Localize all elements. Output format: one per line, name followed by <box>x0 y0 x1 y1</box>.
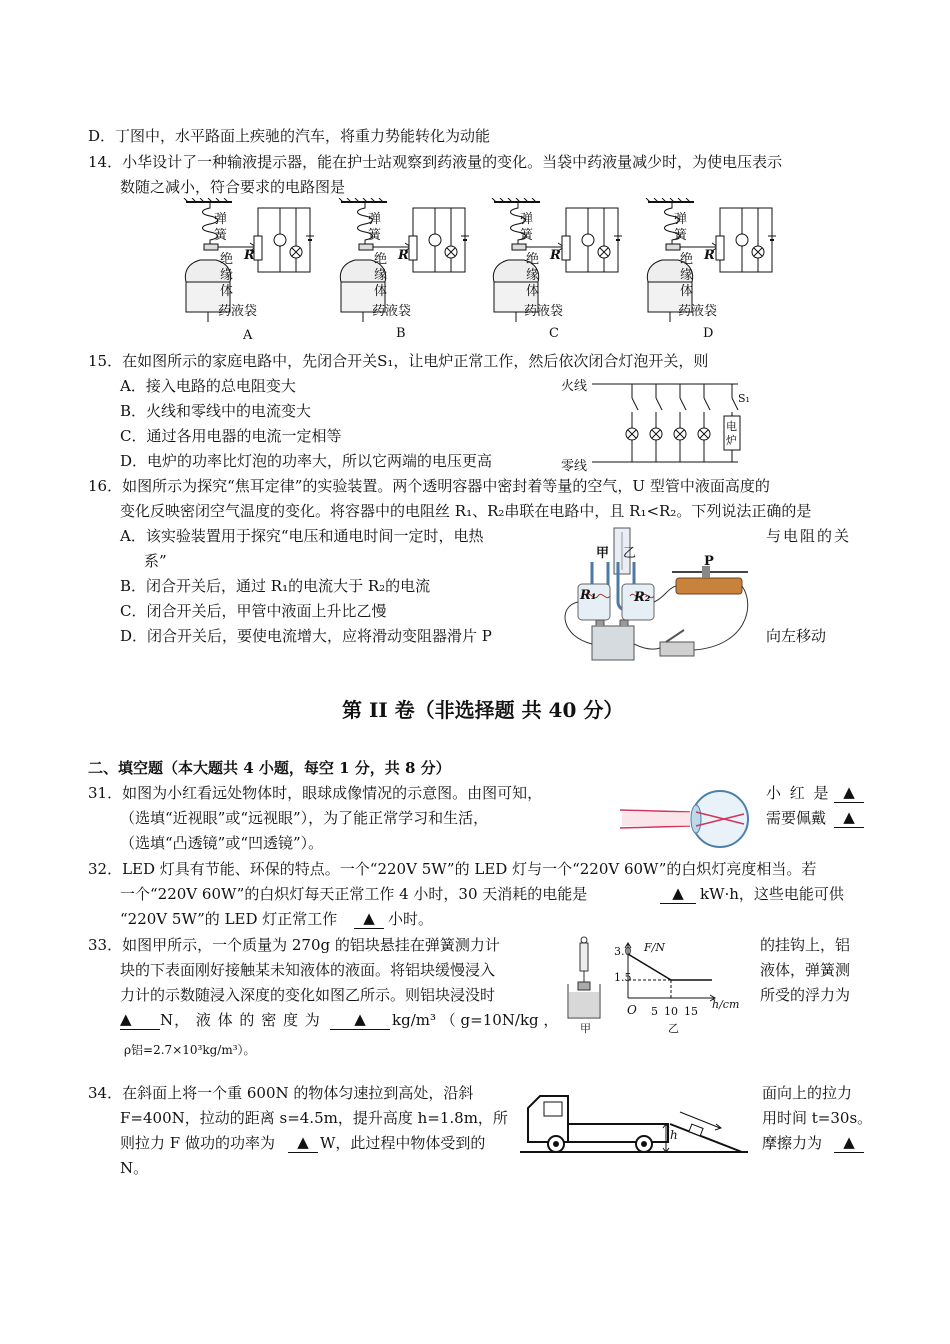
q14-option-a: A <box>243 328 253 343</box>
q34-blank-2[interactable]: ▲ <box>834 1133 864 1153</box>
q34-line3: 则拉力 F 做功的功率为 <box>120 1134 275 1152</box>
q32-line3-tail: 小时。 <box>388 910 434 928</box>
q33-graph-y-axis-label: F/N <box>644 941 665 954</box>
q15-stem: 15．在如图所示的家庭电路中，先闭合开关S₁，让电炉正常工作，然后依次闭合灯泡开关，则 <box>88 352 709 370</box>
q14-label-spring2-c: 簧 <box>520 228 534 243</box>
q31-line2: （选填“近视眼”或“远视眼”），为了能正常学习和生活， <box>120 809 489 827</box>
q15-label-stove2: 炉 <box>726 434 737 447</box>
q14-label-spring2-b: 簧 <box>368 228 382 243</box>
q16-label-r2: R₂ <box>634 590 651 605</box>
q32-line3: “220V 5W”的 LED 灯正常工作 <box>120 910 338 928</box>
q16-option-d-right: 向左移动 <box>766 627 827 645</box>
q31-line1-right: 小 红 是 <box>766 784 831 802</box>
q34-line1: 34．在斜面上将一个重 600N 的物体匀速拉到高处，沿斜 <box>88 1084 474 1102</box>
q14-stem-line2: 数随之减小，符合要求的电路图是 <box>120 178 346 196</box>
q14-option-d: D <box>703 326 714 341</box>
q33-line4: N， 液 体 的 密 度 为 <box>160 1011 321 1029</box>
q34-line3-mid: W，此过程中物体受到的 <box>320 1134 486 1152</box>
q33-graph-x-tick-10: 10 <box>664 1005 678 1018</box>
q32-blank-1[interactable]: ▲ <box>660 884 696 904</box>
q33-graph-x-axis-label: h/cm <box>712 998 740 1011</box>
q33-label-jia: 甲 <box>580 1022 591 1035</box>
q14-option-b: B <box>396 326 406 341</box>
q34-label-h: h <box>670 1128 678 1142</box>
q14-label-spring1-b: 弹 <box>368 212 382 227</box>
q16-option-a-line1: A．该实验装置用于探究“电压和通电时间一定时，电热 <box>120 527 484 545</box>
q33-graph-origin: O <box>627 1003 637 1017</box>
q33-line1: 33．如图甲所示，一个质量为 270g 的铝块悬挂在弹簧测力计 <box>88 936 500 954</box>
q15-label-s1: S₁ <box>738 392 750 405</box>
q14-label-ins1-c: 绝 <box>526 252 540 267</box>
q33-line4-tail: kg/m³ （ g=10N/kg ， <box>392 1011 559 1029</box>
q31-line3: （选填“凸透镜”或“凹透镜”）。 <box>120 834 324 852</box>
q33-line1-right: 的挂钩上，铝 <box>760 936 851 954</box>
q34-line3-right: 摩擦力为 <box>762 1134 823 1152</box>
q34-line2: F=400N，拉动的距离 s=4.5m，提升高度 h=1.8m，所 <box>120 1109 508 1127</box>
q13-option-d: D．丁图中，水平路面上疾驰的汽车，将重力势能转化为动能 <box>88 127 491 145</box>
q34-line1-right: 面向上的拉力 <box>762 1084 853 1102</box>
q33-graph-x-tick-5: 5 <box>651 1005 658 1018</box>
q33-graph-y-tick-3: 3.0 <box>614 945 632 958</box>
q32-line1: 32．LED 灯具有节能、环保的特点。一个“220V 5W”的 LED 灯与一个“220V 60W”的白炽灯亮度相当。若 <box>88 860 817 878</box>
q15-label-stove1: 电 <box>726 420 737 433</box>
q14-label-ins1-a: 绝 <box>220 252 234 267</box>
q34-blank-1[interactable]: ▲ <box>288 1133 318 1153</box>
q33-blank-1[interactable]: ▲ <box>120 1010 160 1030</box>
q14-label-ins3-a: 体 <box>220 284 234 299</box>
q16-label-jia: 甲 <box>596 546 610 561</box>
q14-label-spring2-d: 簧 <box>674 228 688 243</box>
q33-graph-x-tick-15: 15 <box>684 1005 698 1018</box>
q31-blank-2[interactable]: ▲ <box>834 808 864 828</box>
q16-option-b: B．闭合开关后，通过 R₁的电流大于 R₂的电流 <box>120 577 431 595</box>
q33-line3: 力计的示数随浸入深度的变化如图乙所示。则铝块浸没时 <box>120 986 496 1004</box>
q16-label-r1: R₁ <box>580 588 597 603</box>
q14-label-bag-a: 药液袋 <box>218 304 258 319</box>
q32-line2-tail: kW·h，这些电能可供 <box>700 885 844 903</box>
q16-label-p: P <box>704 554 714 569</box>
q14-label-r-a: R <box>244 248 255 263</box>
q34-line2-right: 用时间 t=30s。 <box>762 1109 873 1127</box>
q14-label-r-b: R <box>398 248 409 263</box>
q15-label-live-wire: 火线 <box>561 379 588 394</box>
q33-graph-y-tick-1-5: 1.5 <box>614 971 632 984</box>
q16-option-a-line1-right: 与电阻的关 <box>766 527 852 545</box>
q16-stem-line1: 16．如图所示为探究“焦耳定律”的实验装置。两个透明容器中密封着等量的空气，U 型管中液面高度的 <box>88 477 770 495</box>
q33-blank-2[interactable]: ▲ <box>330 1010 390 1030</box>
q14-label-spring1-c: 弹 <box>520 212 534 227</box>
q14-label-r-c: R <box>550 248 561 263</box>
q33-line3-right: 所受的浮力为 <box>760 986 851 1004</box>
part2-title: 第 II 卷（非选择题 共 40 分） <box>342 698 624 722</box>
q15-option-b: B．火线和零线中的电流变大 <box>120 402 312 420</box>
q14-label-ins1-d: 绝 <box>680 252 694 267</box>
q14-label-ins3-b: 体 <box>374 284 388 299</box>
q14-label-ins1-b: 绝 <box>374 252 388 267</box>
q14-label-spring2-a: 簧 <box>214 228 228 243</box>
q14-label-spring1-d: 弹 <box>674 212 688 227</box>
q16-option-c: C．闭合开关后，甲管中液面上升比乙慢 <box>120 602 387 620</box>
q14-label-r-d: R <box>704 248 715 263</box>
q14-label-ins3-d: 体 <box>680 284 694 299</box>
q14-label-spring1-a: 弹 <box>214 212 228 227</box>
q15-option-d: D．电炉的功率比灯泡的功率大，所以它两端的电压更高 <box>120 452 493 470</box>
q33-line2-right: 液体，弹簧测 <box>760 961 851 979</box>
q14-option-c: C <box>549 326 559 341</box>
q15-label-neutral-wire: 零线 <box>561 459 588 474</box>
q34-line4: N。 <box>120 1159 149 1177</box>
q14-label-ins2-c: 缘 <box>526 268 540 283</box>
q33-line5: ρ铝=2.7×10³kg/m³）。 <box>124 1043 256 1057</box>
q14-label-bag-d: 药液袋 <box>678 304 718 319</box>
q15-option-c: C．通过各用电器的电流一定相等 <box>120 427 342 445</box>
q16-stem-line2: 变化反映密闭空气温度的变化。将容器中的电阻丝 R₁、R₂串联在电路中，且 R₁<R₂。下列说法正确的是 <box>120 502 812 520</box>
q14-label-ins2-a: 缘 <box>220 268 234 283</box>
q33-line2: 块的下表面刚好接触某未知液体的液面。将铝块缓慢浸入 <box>120 961 496 979</box>
q14-label-bag-c: 药液袋 <box>524 304 564 319</box>
q31-line2-right: 需要佩戴 <box>766 809 827 827</box>
q34-truck-ramp-figure <box>520 1086 748 1158</box>
q32-blank-2[interactable]: ▲ <box>354 909 384 929</box>
q14-label-bag-b: 药液袋 <box>372 304 412 319</box>
q31-eye-figure <box>620 788 760 850</box>
q32-line2: 一个“220V 60W”的白炽灯每天正常工作 4 小时，30 天消耗的电能是 <box>120 885 588 903</box>
q16-option-d: D．闭合开关后，要使电流增大，应将滑动变阻器滑片 P <box>120 627 492 645</box>
q14-label-ins3-c: 体 <box>526 284 540 299</box>
section2-heading: 二、填空题（本大题共 4 小题，每空 1 分，共 8 分） <box>88 759 451 777</box>
q31-line1: 31．如图为小红看远处物体时，眼球成像情况的示意图。由图可知， <box>88 784 543 802</box>
q31-blank-1[interactable]: ▲ <box>834 783 864 803</box>
q16-label-yi: 乙 <box>623 546 637 561</box>
q15-option-a: A．接入电路的总电阻变大 <box>120 377 296 395</box>
q14-stem-line1: 14．小华设计了一种输液提示器，能在护士站观察到药液量的变化。当袋中药液量减少时，为使电压表示 <box>88 153 783 171</box>
q16-option-a-line2: 系” <box>144 552 167 570</box>
q14-label-ins2-d: 缘 <box>680 268 694 283</box>
q14-label-ins2-b: 缘 <box>374 268 388 283</box>
q33-label-yi: 乙 <box>668 1022 679 1035</box>
